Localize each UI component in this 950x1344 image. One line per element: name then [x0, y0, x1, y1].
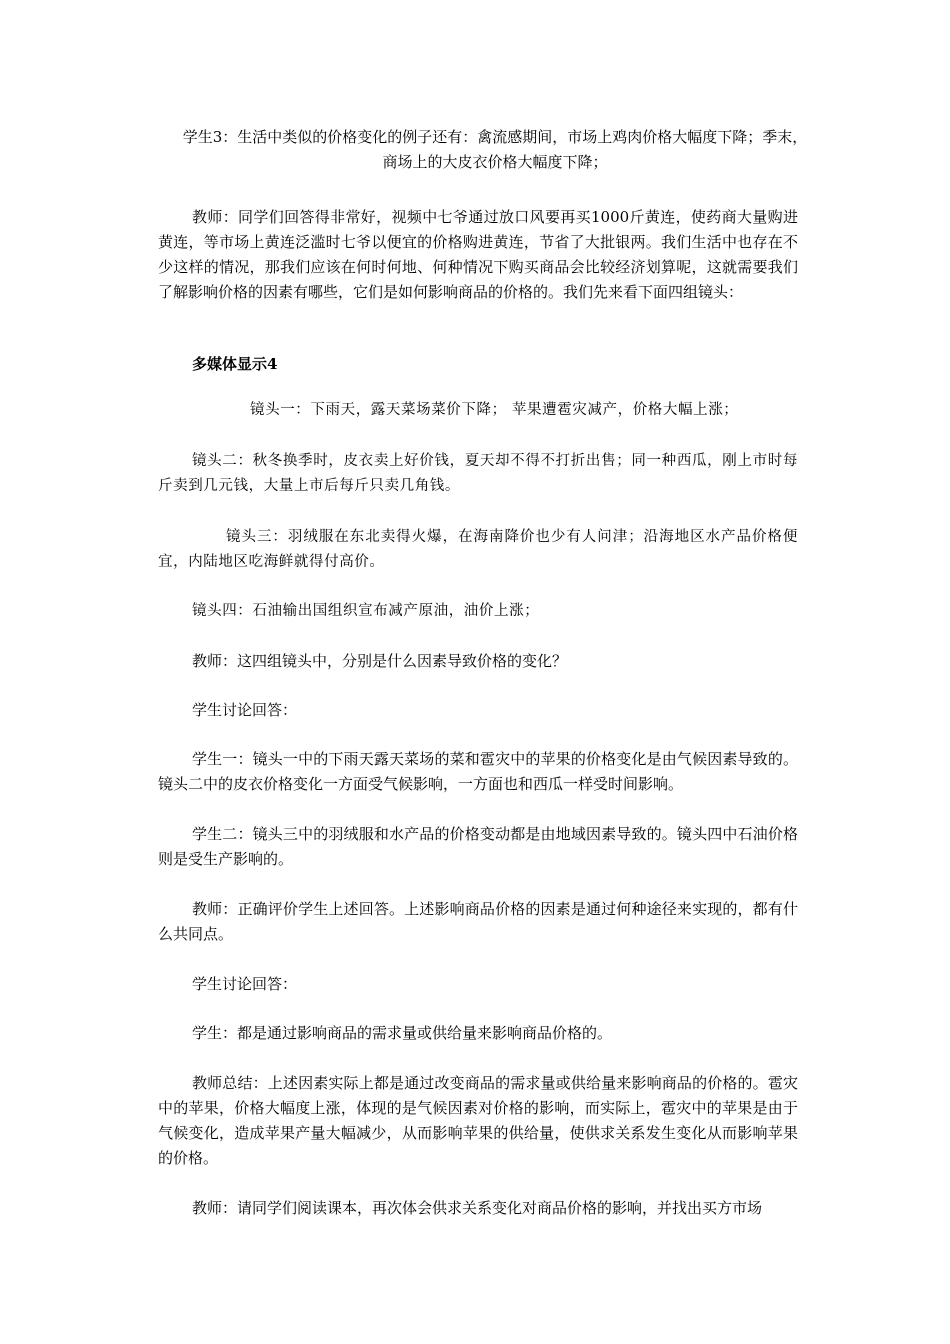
shot-four: 镜头四：石油输出国组织宣布减产原油，油价上涨； [192, 603, 540, 619]
shot-two: 镜头二：秋冬换季时，皮衣卖上好价钱，夏天却不得不打折出售；同一种西瓜，刚上市时每斤卖到几元钱，大量上市后每斤只卖几角钱。 [158, 453, 798, 494]
paragraph-teacher-reading: 教师：请同学们阅读课本，再次体会供求关系变化对商品价格的影响，并找出买方市场 [192, 1199, 763, 1217]
paragraph-teacher-evaluation: 教师：正确评价学生上述回答。上述影响商品价格的因素是通过何种途径来实现的，都有什么共同点。 [158, 900, 798, 943]
paragraph-student-3: 学生3：生活中类似的价格变化的例子还有：禽流感期间，市场上鸡肉价格大幅度下降；季末，商场上的大皮衣价格大幅度下降； [182, 128, 808, 171]
paragraph-student-discussion-2: 学生讨论回答： [192, 975, 298, 993]
heading-multimedia-4: 多媒体显示4 [192, 355, 278, 373]
paragraph-teacher-question: 教师：这四组镜头中，分别是什么因素导致价格的变化？ [192, 652, 568, 670]
paragraph-student-one: 学生一：镜头一中的下雨天露天菜场的菜和雹灾中的苹果的价格变化是由气候因素导致的。镜头二中的皮衣价格变化一方面受气候影响，一方面也和西瓜一样受时间影响。 [158, 750, 798, 793]
shot-three: 镜头三：羽绒服在东北卖得火爆，在海南降价也少有人问津；沿海地区水产品价格便宜，内陆地区吃海鲜就得付高价。 [158, 529, 798, 570]
shot-one: 镜头一：下雨天，露天菜场菜价下降； 苹果遭雹灾减产，价格大幅上涨； [250, 402, 739, 418]
paragraph-student-two: 学生二：镜头三中的羽绒服和水产品的价格变动都是由地域因素导致的。镜头四中石油价格则是受生产影响的。 [158, 825, 798, 868]
paragraph-student-answer: 学生：都是通过影响商品的需求量或供给量来影响商品价格的。 [192, 1024, 613, 1042]
paragraph-teacher-summary: 教师总结：上述因素实际上都是通过改变商品的需求量或供给量来影响商品的价格的。雹灾中的苹果，价格大幅度上涨，体现的是气候因素对价格的影响，而实际上，雹灾中的苹果是由于气候变化，造成苹果产量大幅减少，从而影响苹果的供给量，使供求关系发生变化从而影响苹果的价格。 [158, 1074, 798, 1167]
paragraph-teacher-intro: 教师：同学们回答得非常好，视频中七爷通过放口风要再买1000斤黄连，使药商大量购进黄连，等市场上黄连泛滥时七爷以便宜的价格购进黄连，节省了大批银两。我们生活中也存在不少这样的情况，那我们应该在何时何地、何种情况下购买商品会比较经济划算呢，这就需要我们了解影响价格的因素有哪些，它们是如何影响商品的价格的。我们先来看下面四组镜头： [158, 208, 798, 301]
paragraph-student-discussion-1: 学生讨论回答： [192, 701, 298, 719]
